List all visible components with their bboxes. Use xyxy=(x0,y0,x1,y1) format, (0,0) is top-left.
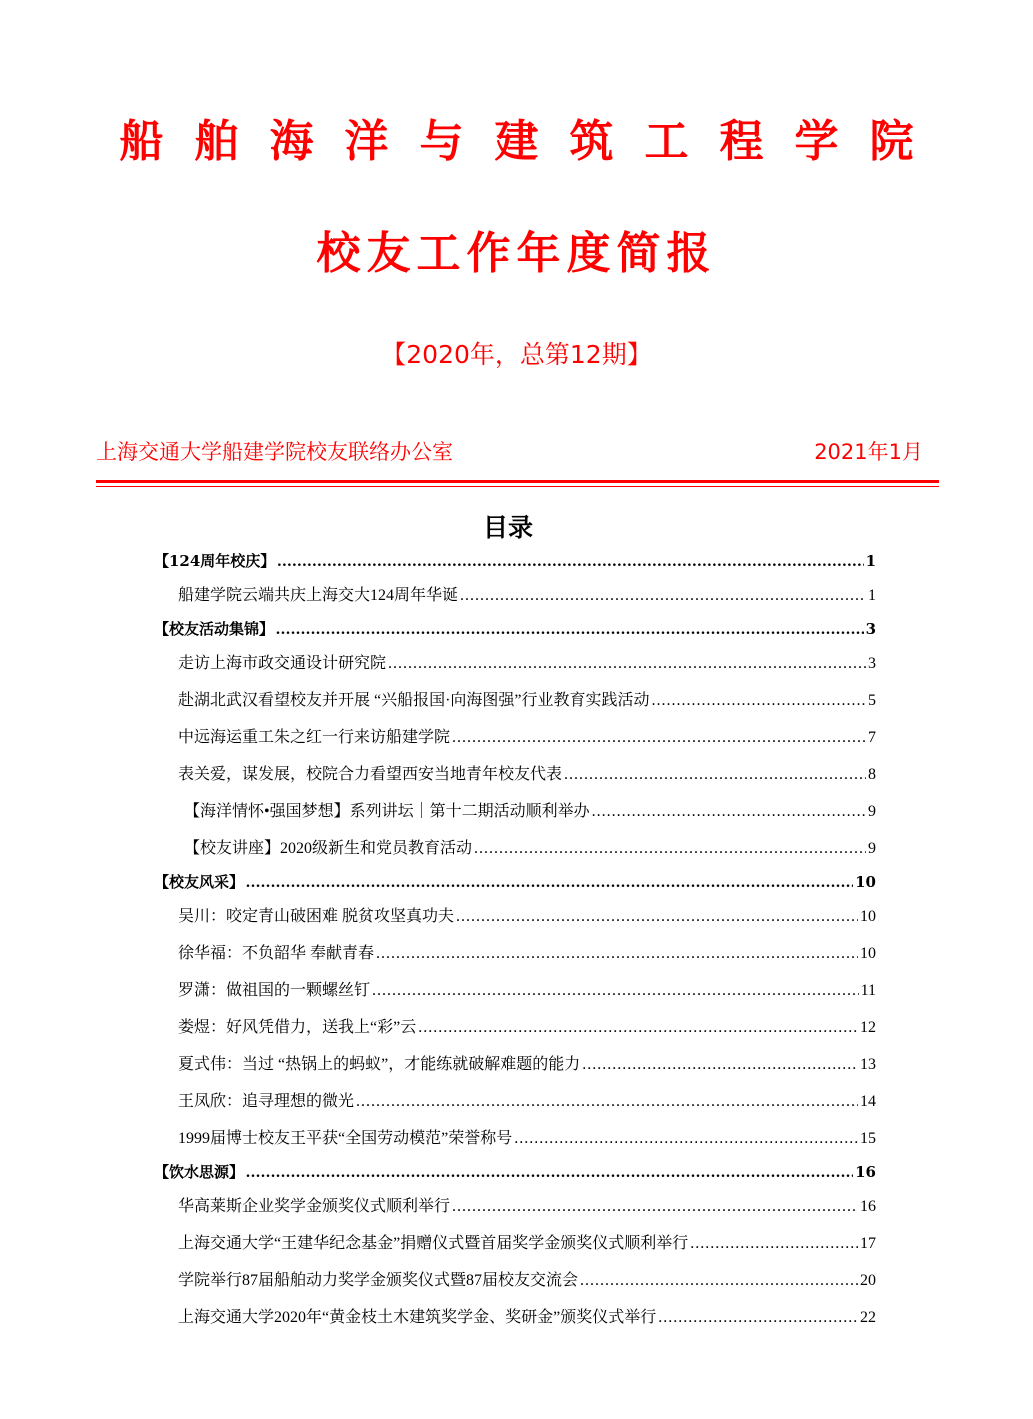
toc-entry-row[interactable] xyxy=(154,898,876,935)
issue-number: 【2020年，总第12期】 xyxy=(381,340,652,369)
toc-item-title: 船建学院云端共庆上海交大124周年华诞 xyxy=(178,587,459,604)
toc-dot-leader xyxy=(276,614,864,645)
toc-page-number: 11 xyxy=(860,982,876,999)
toc-page-number: 5 xyxy=(868,692,876,709)
toc-item-title: 徐华福：不负韶华 奉献青春 xyxy=(178,945,375,962)
toc-item-title: 吴川：咬定青山破困难 脱贫攻坚真功夫 xyxy=(178,908,455,925)
toc-item-title: 王凤欣：追寻理想的微光 xyxy=(178,1093,355,1110)
toc-dot-leader xyxy=(246,1157,853,1188)
toc-dot-leader xyxy=(690,1225,858,1262)
toc-page-number: 1 xyxy=(868,587,876,604)
toc-item-title: 华高莱斯企业奖学金颁奖仪式顺利举行 xyxy=(178,1198,451,1215)
toc-dot-leader xyxy=(452,1188,858,1225)
toc-dot-leader xyxy=(514,1120,858,1157)
toc-entry-row[interactable] xyxy=(154,682,876,719)
table-of-contents xyxy=(154,546,876,1336)
toc-item-title: 走访上海市政交通设计研究院 xyxy=(178,655,387,672)
toc-dot-leader xyxy=(277,546,863,577)
toc-page-number: 20 xyxy=(860,1272,876,1289)
toc-page-number: 13 xyxy=(860,1056,876,1073)
toc-entry-row[interactable] xyxy=(154,1262,876,1299)
issue-date: 2021年1月 xyxy=(814,440,923,464)
toc-dot-leader xyxy=(356,1083,858,1120)
toc-page-number: 15 xyxy=(860,1130,876,1147)
toc-dot-leader xyxy=(658,1299,858,1336)
toc-item-title: 上海交通大学2020年“黄金枝土木建筑奖学金、奖研金”颁奖仪式举行 xyxy=(178,1309,657,1326)
toc-page-number: 7 xyxy=(868,729,876,746)
toc-item-title: 夏式伟：当过 “热锅上的蚂蚁”，才能练就破解难题的能力 xyxy=(178,1056,581,1073)
toc-item-title: 表关爱，谋发展，校院合力看望西安当地青年校友代表 xyxy=(178,766,563,783)
toc-page-number: 9 xyxy=(868,840,876,857)
toc-dot-leader xyxy=(564,756,866,793)
toc-item-title: 赴湖北武汉看望校友并开展 “兴船报国·向海图强”行业教育实践活动 xyxy=(178,692,650,709)
toc-dot-leader xyxy=(372,972,859,1009)
toc-page-number: 3 xyxy=(865,620,876,638)
toc-entry-row[interactable] xyxy=(154,935,876,972)
toc-item-title: 【饮水思源】 xyxy=(154,1163,245,1181)
toc-entry-row[interactable] xyxy=(154,793,876,830)
toc-entry-row[interactable] xyxy=(154,577,876,614)
issuing-office: 上海交通大学船建学院校友联络办公室 xyxy=(96,440,453,464)
toc-item-title: 【校友讲座】2020级新生和党员教育活动 xyxy=(184,840,473,857)
toc-item-title: 上海交通大学“王建华纪念基金”捐赠仪式暨首届奖学金颁奖仪式顺利举行 xyxy=(178,1235,689,1252)
toc-entry-row[interactable] xyxy=(154,1009,876,1046)
toc-dot-leader xyxy=(246,867,853,898)
toc-section-row[interactable] xyxy=(154,614,876,645)
toc-dot-leader xyxy=(652,682,866,719)
toc-item-title: 罗潇：做祖国的一颗螺丝钉 xyxy=(178,982,371,999)
toc-item-title: 娄煜：好风凭借力，送我上“彩”云 xyxy=(178,1019,417,1036)
toc-entry-row[interactable] xyxy=(154,972,876,1009)
toc-entry-row[interactable] xyxy=(154,1299,876,1336)
report-title-name: 校友工作年度简报 xyxy=(316,228,717,279)
toc-page-number: 22 xyxy=(860,1309,876,1326)
toc-entry-row[interactable] xyxy=(154,1225,876,1262)
header-rule-thin xyxy=(96,486,939,487)
toc-dot-leader xyxy=(456,898,858,935)
toc-page-number: 17 xyxy=(860,1235,876,1252)
toc-item-title: 学院举行87届船舶动力奖学金颁奖仪式暨87届校友交流会 xyxy=(178,1272,579,1289)
toc-dot-leader xyxy=(460,577,866,614)
toc-page-number: 16 xyxy=(860,1198,876,1215)
toc-section-row[interactable] xyxy=(154,867,876,898)
toc-item-title: 1999届博士校友王平获“全国劳动模范”荣誉称号 xyxy=(178,1130,513,1147)
toc-page-number: 14 xyxy=(860,1093,876,1110)
toc-page-number: 16 xyxy=(855,1163,876,1181)
toc-entry-row[interactable] xyxy=(154,1120,876,1157)
toc-dot-leader xyxy=(418,1009,858,1046)
toc-dot-leader xyxy=(592,793,866,830)
report-title-college: 船舶海洋与建筑工程学院 xyxy=(119,116,945,167)
toc-dot-leader xyxy=(376,935,858,972)
toc-dot-leader xyxy=(388,645,866,682)
toc-page-number: 8 xyxy=(868,766,876,783)
toc-dot-leader xyxy=(582,1046,858,1083)
toc-entry-row[interactable] xyxy=(154,756,876,793)
toc-entry-row[interactable] xyxy=(154,1046,876,1083)
toc-section-row[interactable] xyxy=(154,1157,876,1188)
toc-page-number: 9 xyxy=(868,803,876,820)
toc-page-number: 12 xyxy=(860,1019,876,1036)
toc-entry-row[interactable] xyxy=(154,1083,876,1120)
toc-entry-row[interactable] xyxy=(154,1188,876,1225)
toc-item-title: 【校友活动集锦】 xyxy=(154,620,275,638)
toc-entry-row[interactable] xyxy=(154,645,876,682)
toc-title: 目录 xyxy=(482,513,533,542)
toc-item-title: 中远海运重工朱之红一行来访船建学院 xyxy=(178,729,451,746)
toc-page-number: 10 xyxy=(855,873,876,891)
toc-page-number: 10 xyxy=(860,908,876,925)
toc-page-number: 3 xyxy=(868,655,876,672)
toc-section-row[interactable] xyxy=(154,546,876,577)
toc-entry-row[interactable] xyxy=(154,830,876,867)
toc-page-number: 1 xyxy=(865,552,876,570)
toc-dot-leader xyxy=(580,1262,858,1299)
toc-entry-row[interactable] xyxy=(154,719,876,756)
toc-item-title: 【校友风采】 xyxy=(154,873,245,891)
toc-dot-leader xyxy=(474,830,866,867)
header-rule-thick xyxy=(96,480,939,483)
toc-item-title: 【124周年校庆】 xyxy=(154,552,276,570)
toc-page-number: 10 xyxy=(860,945,876,962)
toc-item-title: 【海洋情怀•强国梦想】系列讲坛｜第十二期活动顺利举办 xyxy=(184,803,590,820)
toc-dot-leader xyxy=(452,719,866,756)
